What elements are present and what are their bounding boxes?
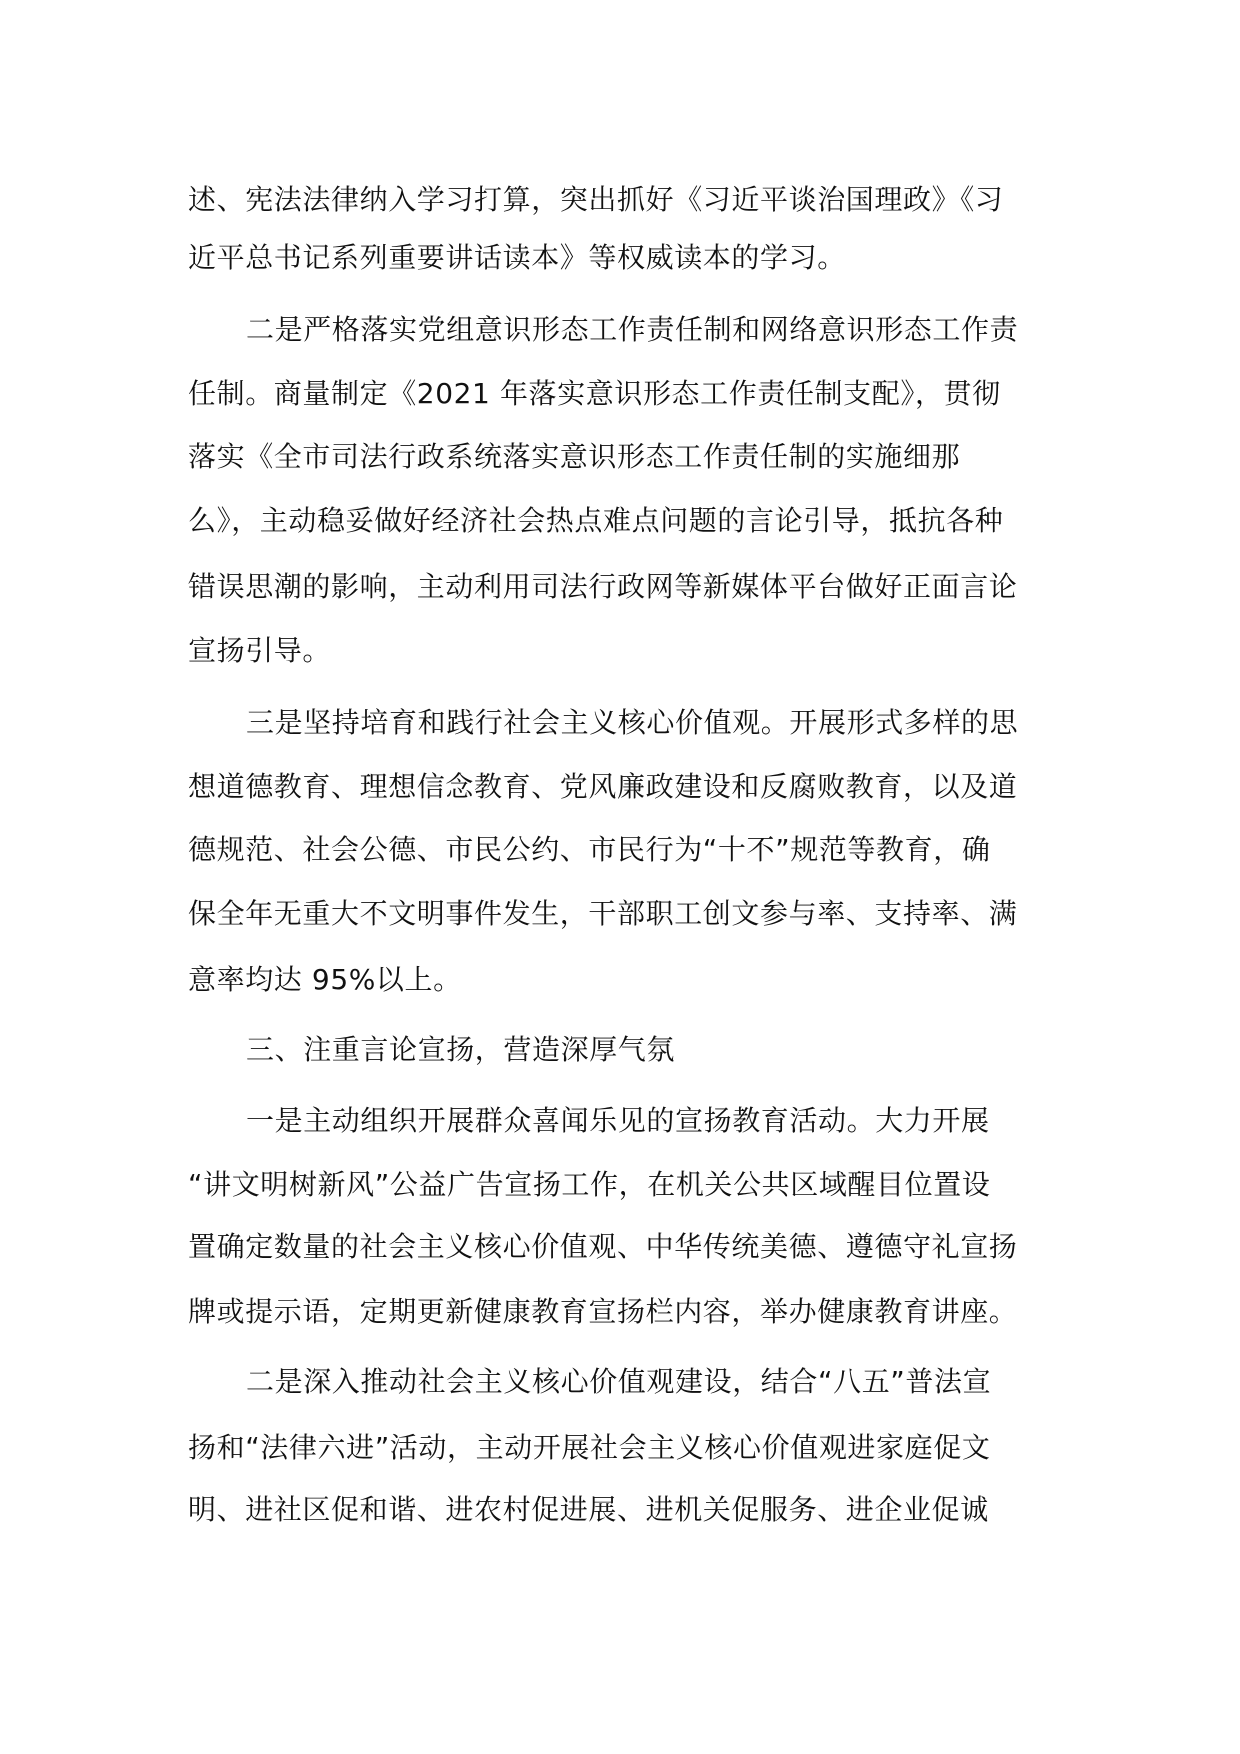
- text-line: 落实《全市司法行政系统落实意识形态工作责任制的实施细那: [188, 440, 961, 473]
- section-heading: 三、注重言论宣扬，营造深厚气氛: [246, 1033, 676, 1066]
- paragraph-first-line: 一是主动组织开展群众喜闻乐见的宣扬教育活动。大力开展: [246, 1104, 990, 1137]
- paragraph-first-line: 二是深入推动社会主义核心价值观建设，结合“八五”普法宣: [246, 1365, 992, 1398]
- text-line: 宣扬引导。: [188, 634, 332, 667]
- paragraph-first-line: 三是坚持培育和践行社会主义核心价值观。开展形式多样的思: [246, 706, 1019, 739]
- text-line: 近平总书记系列重要讲话读本》等权威读本的学习。: [188, 241, 846, 274]
- text-line: 错误思潮的影响，主动利用司法行政网等新媒体平台做好正面言论: [188, 570, 1018, 603]
- text-line: 述、宪法法律纳入学习打算，突出抓好《习近平谈治国理政》《习: [188, 183, 1004, 216]
- paragraph-first-line: 二是严格落实党组意识形态工作责任制和网络意识形态工作责: [246, 313, 1019, 346]
- text-line: 任制。商量制定《2021 年落实意识形态工作责任制支配》，贯彻: [188, 377, 1001, 410]
- text-line: “讲文明树新风”公益广告宣扬工作，在机关公共区域醒目位置设: [188, 1168, 991, 1201]
- text-line: 德规范、社会公德、市民公约、市民行为“十不”规范等教育，确: [188, 833, 991, 866]
- text-line: 扬和“法律六进”活动，主动开展社会主义核心价值观进家庭促文: [188, 1431, 991, 1464]
- text-line: 保全年无重大不文明事件发生，干部职工创文参与率、支持率、满: [188, 897, 1018, 930]
- text-line: 意率均达 95%以上。: [188, 963, 462, 996]
- text-line: 明、进社区促和谐、进农村促进展、进机关促服务、进企业促诚: [188, 1493, 989, 1526]
- text-line: 想道德教育、理想信念教育、党风廉政建设和反腐败教育，以及道: [188, 770, 1018, 803]
- text-line: 么》，主动稳妥做好经济社会热点难点问题的言论引导，抵抗各种: [188, 504, 1004, 537]
- text-line: 置确定数量的社会主义核心价值观、中华传统美德、遵德守礼宣扬: [188, 1230, 1018, 1263]
- text-line: 牌或提示语，定期更新健康教育宣扬栏内容，举办健康教育讲座。: [188, 1295, 1018, 1328]
